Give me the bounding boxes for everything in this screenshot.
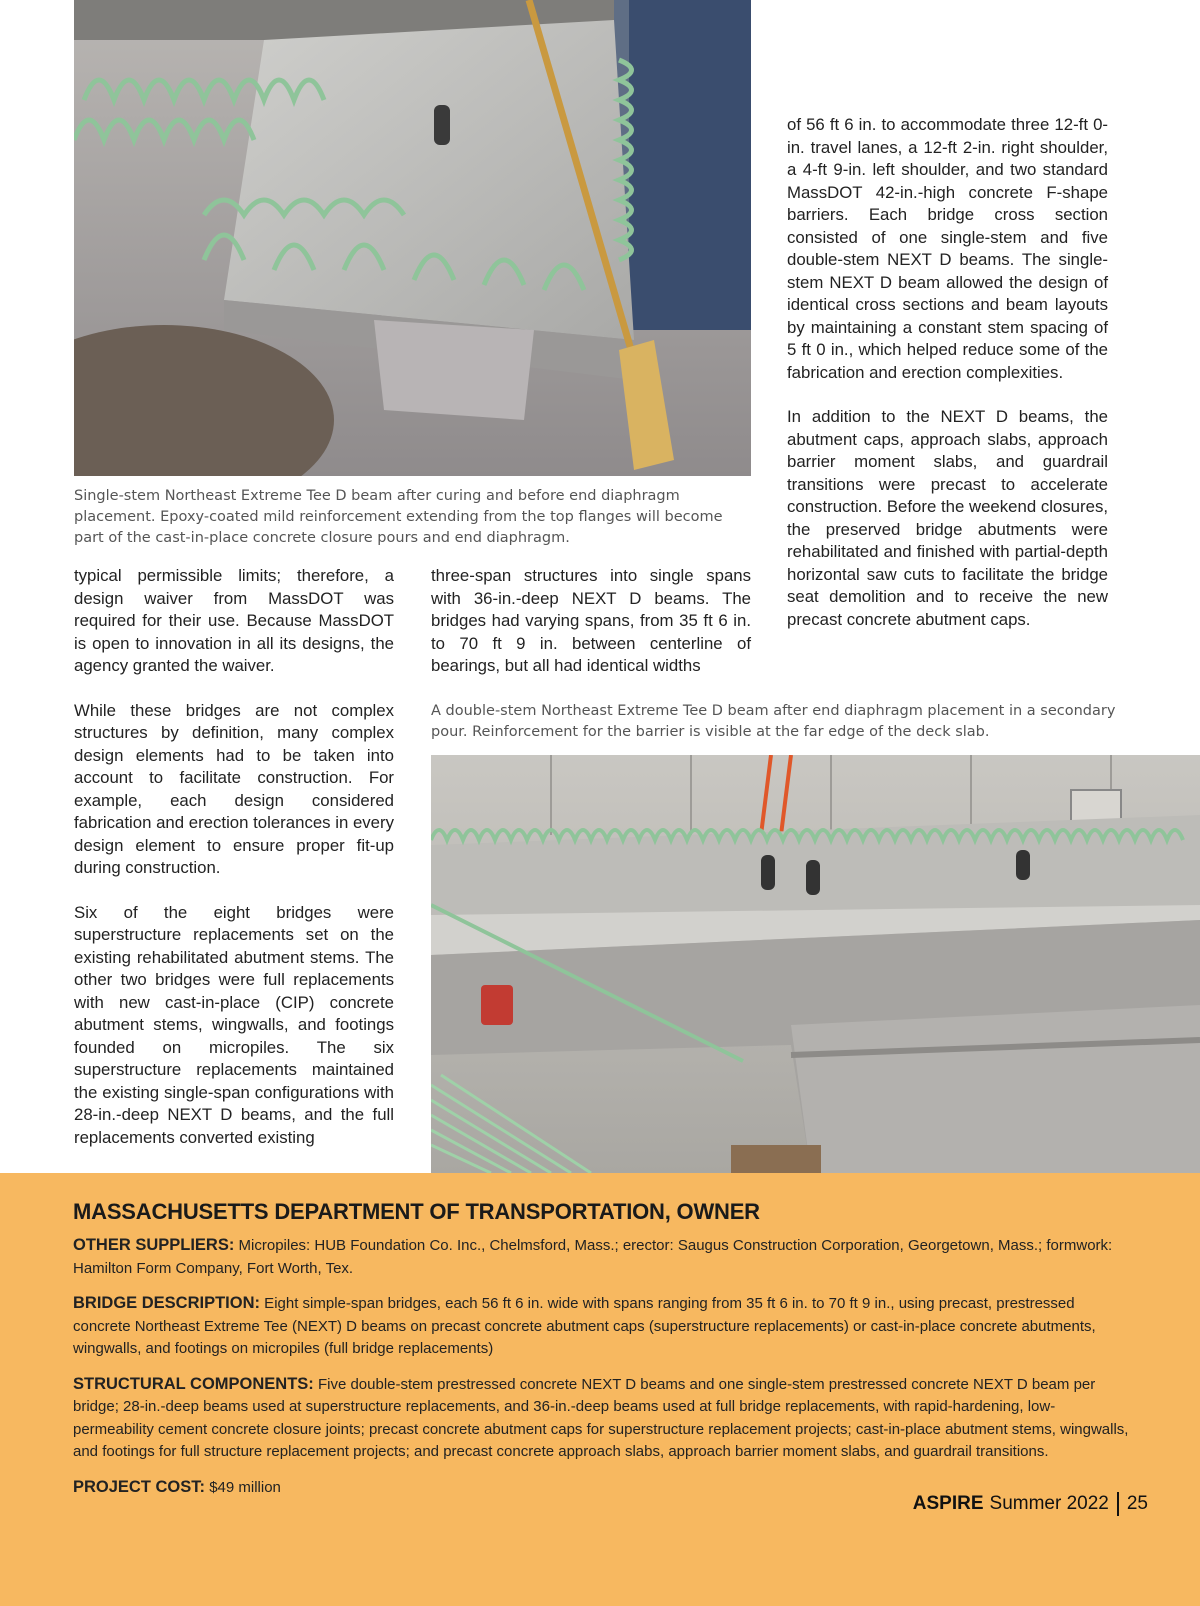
page-footer: [913, 1492, 1148, 1516]
footer-divider: [1117, 1492, 1119, 1516]
other-suppliers-text: Micropiles: HUB Foundation Co. Inc., Chelmsford, Mass.; erector: Saugus Construction Corporation, Georgetown, Mass.; formwork: Hamilton Form Company, Fort Worth, Tex.: [73, 1237, 1113, 1277]
project-cost-label: PROJECT COST:: [73, 1477, 206, 1496]
single-stem-beam-photo: [74, 0, 751, 476]
article-column-1: [74, 565, 394, 1149]
paragraph: of 56 ft 6 in. to accommodate three 12-ft 0-in. travel lanes, a 12-ft 2-in. right shoulder, a 4-ft 9-in. left shoulder, and two standard MassDOT 42-in.-high concrete F-shape barriers. Each bridge cross section consisted of one single-stem and five double-stem NEXT D beams. The single-stem NEXT D beam allowed the design of identical cross sections and beam layouts by maintaining a constant stem spacing of 5 ft 0 in., which helped reduce some of the fabrication and erection complexities.: [787, 115, 1108, 382]
double-stem-beam-photo-icon: [431, 755, 1200, 1173]
paragraph: typical permissible limits; therefore, a design waiver from MassDOT was required for their use. Because MassDOT is open to innovation in all its designs, the agency granted the waiver.: [74, 566, 394, 675]
bottom-photo-caption: A double-stem Northeast Extreme Tee D beam after end diaphragm placement in a secondary pour. Reinforcement for the barrier is visible at the far edge of the deck slab.: [431, 703, 1116, 740]
project-cost-text: $49 million: [205, 1478, 281, 1496]
bridge-description: [73, 1292, 1133, 1361]
other-suppliers-label: OTHER SUPPLIERS:: [73, 1236, 235, 1254]
bridge-description-label: BRIDGE DESCRIPTION:: [73, 1294, 261, 1312]
paragraph: While these bridges are not complex structures by definition, many complex design elements had to be taken into account to facilitate construction. For example, each design considered fabrication and erection tolerances in every design element to ensure proper fit-up during construction.: [74, 700, 394, 877]
magazine-brand: ASPIRE: [912, 1493, 984, 1514]
paragraph: Six of the eight bridges were superstructure replacements set on the existing rehabilitated abutment stems. The other two bridges were full replacements with new cast-in-place (CIP) concrete abutment stems, wingwalls, and footings founded on micropiles. The six superstructure replacements maintained the existing single-span configurations with 28-in.-deep NEXT D beams, and the full replacements converted existing: [74, 902, 394, 1147]
other-suppliers: [73, 1234, 1133, 1280]
structural-components-text: Five double-stem prestressed concrete NEXT D beams and one single-stem prestressed concrete NEXT D beam per bridge; 28-in.-deep beams used at superstructure replacements, and 36-in.-deep beams used at full bridge replacements, with rapid-hardening, low-permeability cement concrete closure joints; precast concrete abutment caps for superstructure replacement projects; cast-in-place abutment stems, wingwalls, and footings for full structure replacement projects; and precast concrete approach slabs, approach barrier moment slabs, and guardrail transitions.: [73, 1375, 1129, 1460]
magazine-issue: Summer 2022: [989, 1493, 1109, 1514]
sidebar-content: [73, 1198, 1133, 1511]
double-stem-beam-photo: [431, 755, 1200, 1173]
structural-components: [73, 1373, 1133, 1464]
project-sidebar: [0, 1173, 1200, 1606]
precast-beam-photo-icon: [74, 0, 751, 476]
top-photo-caption: Single-stem Northeast Extreme Tee D beam after curing and before end diaphragm placement. Epoxy-coated mild reinforcement extending from the top flanges will become part of the cast-in-place concrete closure pours and end diaphragm.: [74, 488, 723, 546]
paragraph: In addition to the NEXT D beams, the abutment caps, approach slabs, approach barrier moment slabs, and guardrail transitions were precast to accelerate construction. Before the weekend closures, the preserved bridge abutments were rehabilitated and finished with partial-depth horizontal saw cuts to facilitate the bridge seat demolition and to receive the new precast concrete abutment caps.: [787, 407, 1108, 629]
bridge-description-text: Eight simple-span bridges, each 56 ft 6 in. wide with spans ranging from 35 ft 6 in. to 70 ft 9 in., using precast, prestressed concrete Northeast Extreme Tee (NEXT) D beams on precast concrete abutment caps (superstructure replacements) or cast-in-place concrete abutments, wingwalls, and footings on micropiles (full bridge replacements): [73, 1295, 1096, 1357]
sidebar-heading: MASSACHUSETTS DEPARTMENT OF TRANSPORTATION, OWNER: [73, 1199, 760, 1224]
page-number: 25: [1126, 1493, 1148, 1514]
article-column-2: [431, 565, 751, 678]
paragraph: three-span structures into single spans with 36-in.-deep NEXT D beams. The bridges had varying spans, from 35 ft 6 in. to 70 ft 9 in. between centerline of bearings, but all had identical widths: [431, 566, 751, 675]
article-column-3: [787, 114, 1108, 631]
structural-components-label: STRUCTURAL COMPONENTS:: [73, 1374, 314, 1393]
